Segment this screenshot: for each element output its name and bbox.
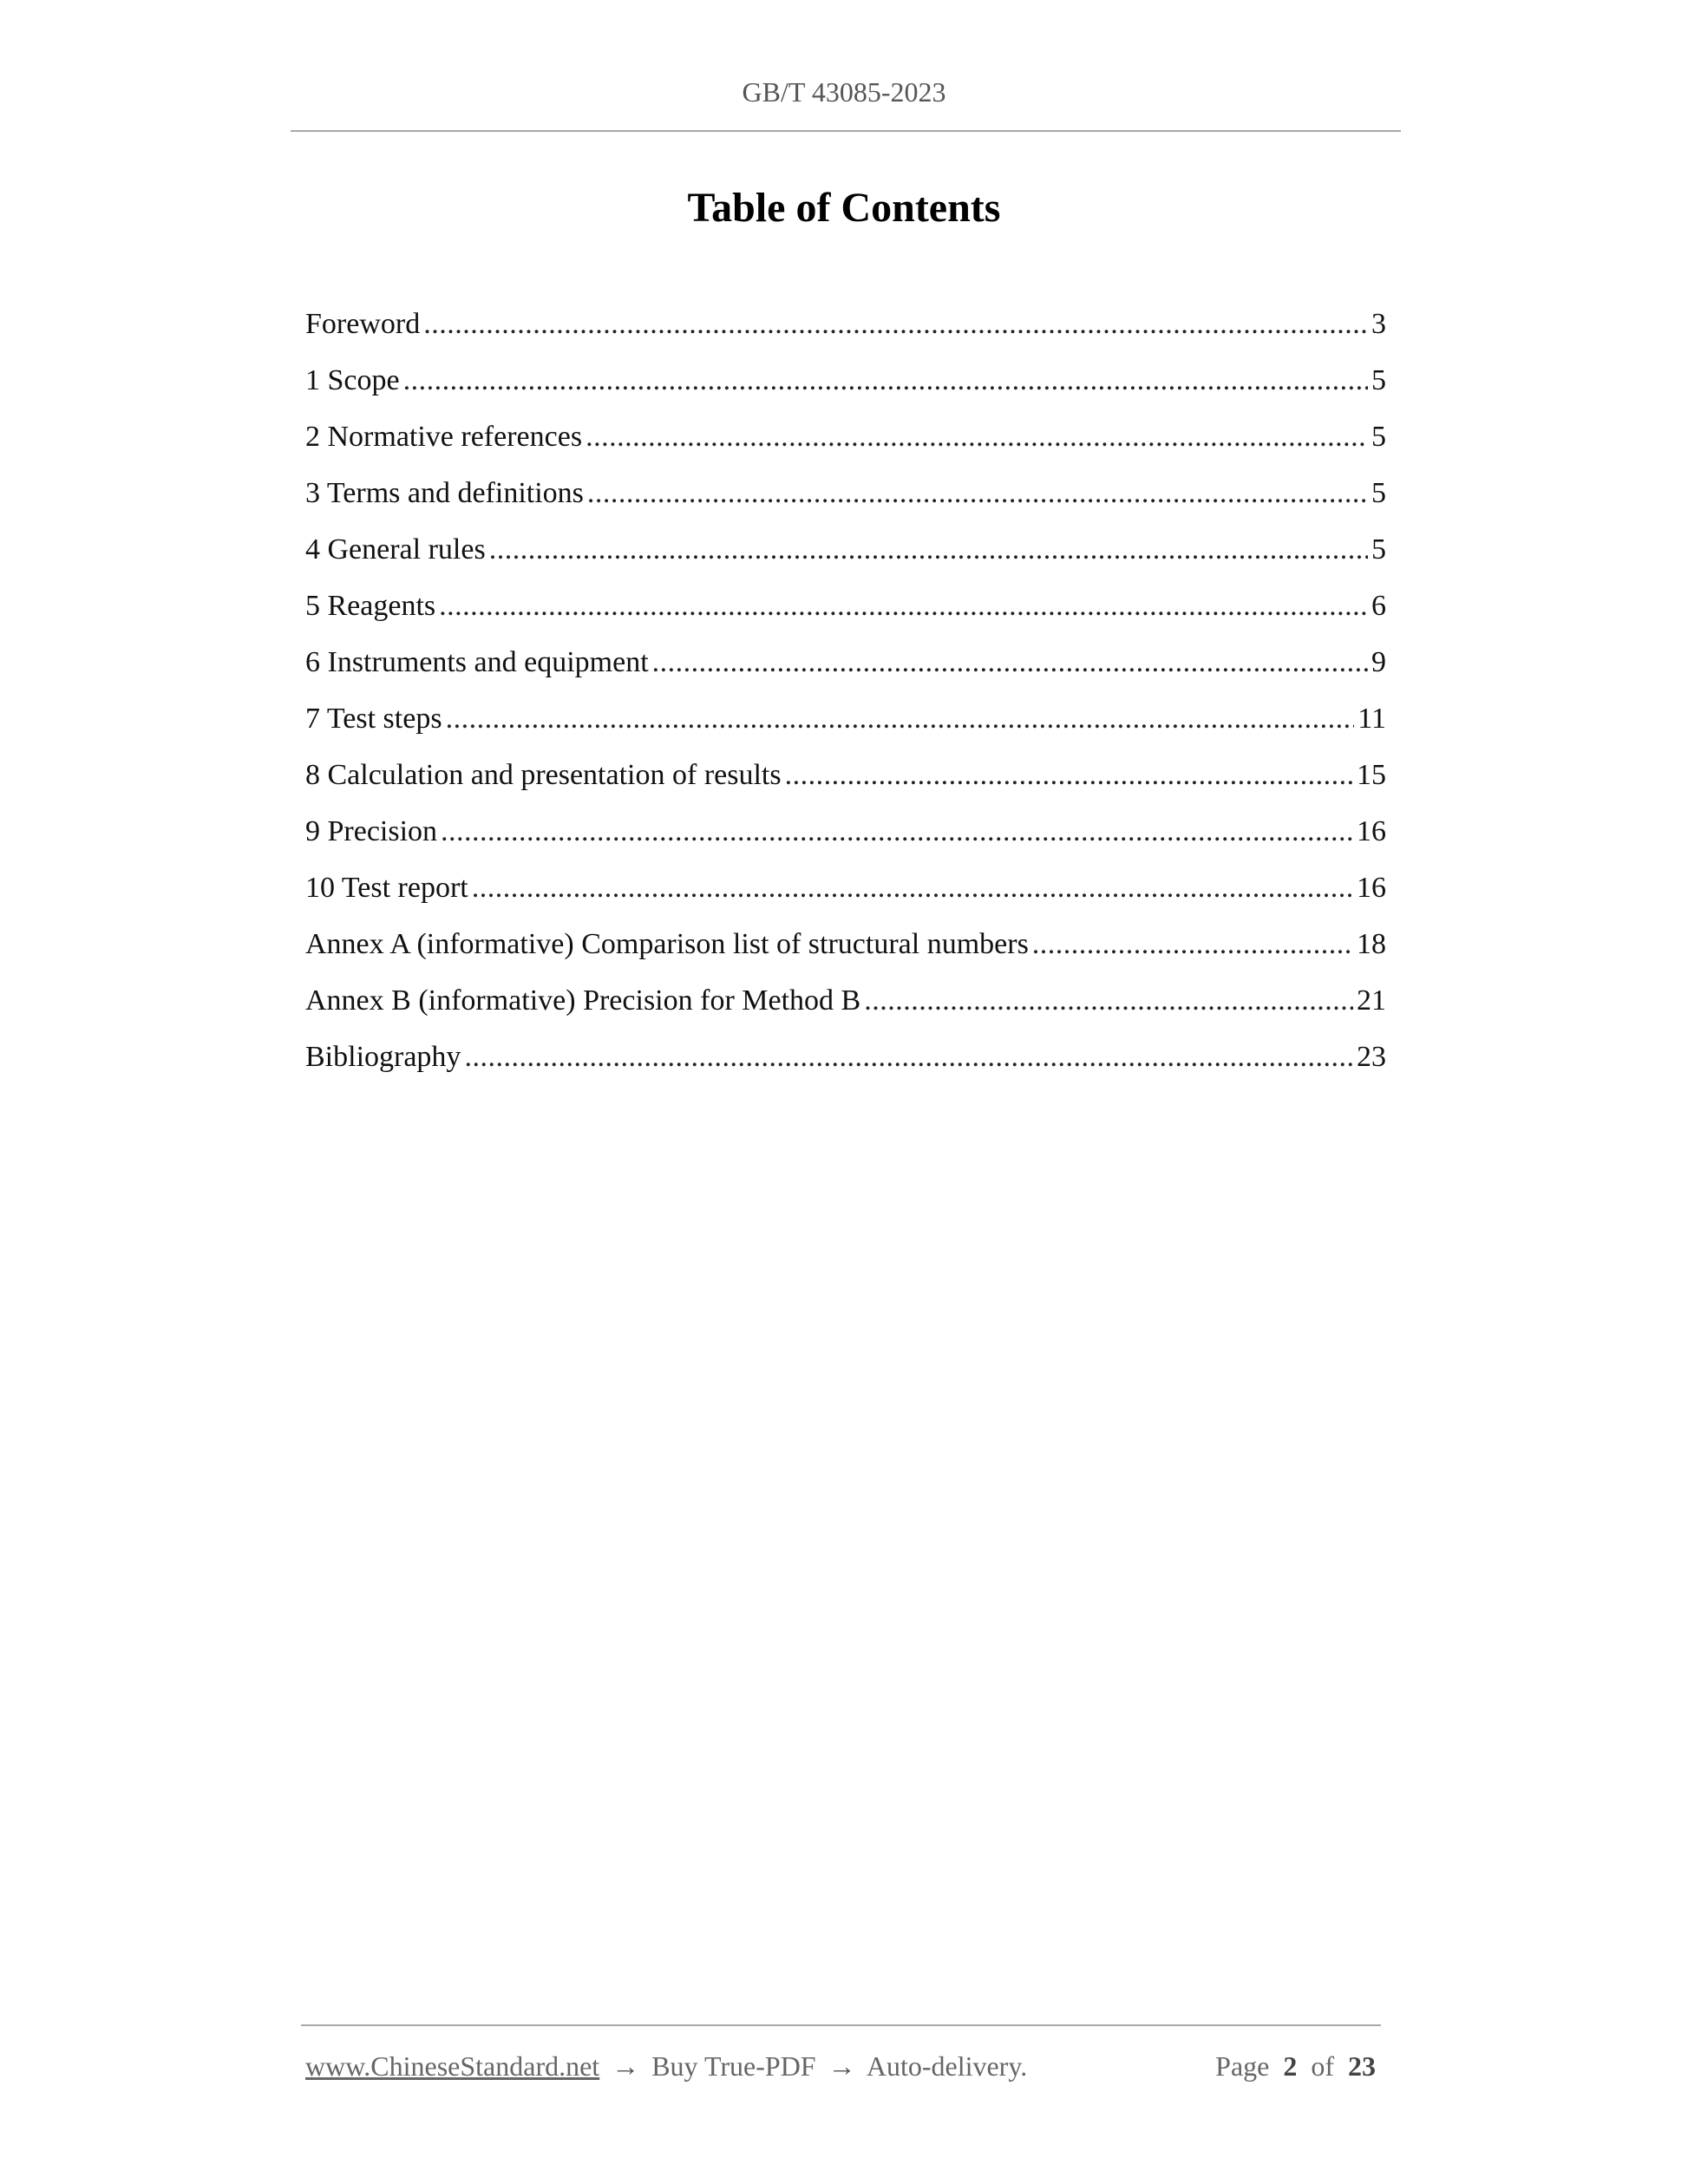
toc-dot-leader bbox=[472, 866, 1353, 911]
toc-entry-bibliography[interactable] bbox=[305, 1035, 1386, 1091]
footer-promo bbox=[305, 2049, 1027, 2083]
toc-entry-label: 10 Test report bbox=[305, 872, 468, 904]
toc-dot-leader bbox=[441, 809, 1353, 854]
toc-entry-page: 5 bbox=[1371, 533, 1386, 566]
toc-entry-page: 21 bbox=[1357, 984, 1386, 1017]
current-page-number: 2 bbox=[1283, 2050, 1298, 2082]
toc-entry-page: 11 bbox=[1358, 703, 1386, 735]
toc-dot-leader bbox=[652, 640, 1368, 685]
auto-delivery-text: Auto-delivery. bbox=[866, 2050, 1028, 2082]
toc-entry-label: 3 Terms and definitions bbox=[305, 477, 584, 509]
page-title: Table of Contents bbox=[687, 185, 1001, 231]
toc-dot-leader bbox=[1032, 922, 1353, 967]
toc-dot-leader bbox=[864, 978, 1353, 1023]
footer-divider bbox=[301, 2024, 1381, 2026]
toc-entry-label: 6 Instruments and equipment bbox=[305, 646, 649, 678]
toc-entry-label: Foreword bbox=[305, 308, 421, 340]
toc-dot-leader bbox=[403, 358, 1368, 403]
toc-entry-terms-and-definitions[interactable] bbox=[305, 471, 1386, 527]
toc-dot-leader bbox=[489, 527, 1368, 572]
toc-entry-label: 2 Normative references bbox=[305, 421, 583, 453]
toc-entry-page: 5 bbox=[1371, 364, 1386, 396]
toc-entry-precision[interactable] bbox=[305, 809, 1386, 866]
toc-entry-foreword[interactable] bbox=[305, 302, 1386, 358]
total-pages-number: 23 bbox=[1348, 2050, 1376, 2082]
toc-entry-page: 18 bbox=[1357, 928, 1386, 960]
toc-entry-label: 7 Test steps bbox=[305, 703, 442, 735]
toc-entry-scope[interactable] bbox=[305, 358, 1386, 415]
toc-entry-page: 5 bbox=[1371, 421, 1386, 453]
toc-entry-label: Annex B (informative) Precision for Method B bbox=[305, 984, 861, 1017]
toc-entry-page: 9 bbox=[1371, 646, 1386, 678]
toc-entry-label: 1 Scope bbox=[305, 364, 400, 396]
of-word: of bbox=[1311, 2050, 1334, 2082]
toc-entry-label: 5 Reagents bbox=[305, 590, 436, 622]
toc-entry-label: 8 Calculation and presentation of results bbox=[305, 759, 782, 791]
buy-pdf-text: Buy True-PDF bbox=[651, 2050, 816, 2082]
toc-dot-leader bbox=[587, 471, 1368, 516]
toc-entry-label: 4 General rules bbox=[305, 533, 486, 566]
document-header: GB/T 43085-2023 bbox=[742, 76, 946, 108]
toc-list bbox=[305, 302, 1386, 1091]
toc-entry-instruments-and-equipment[interactable] bbox=[305, 640, 1386, 696]
toc-entry-label: Annex A (informative) Comparison list of structural numbers bbox=[305, 928, 1029, 960]
website-link[interactable]: www.ChineseStandard.net bbox=[305, 2050, 600, 2082]
toc-entry-page: 5 bbox=[1371, 477, 1386, 509]
toc-dot-leader bbox=[439, 584, 1368, 629]
toc-entry-page: 3 bbox=[1371, 308, 1386, 340]
toc-entry-page: 16 bbox=[1357, 815, 1386, 847]
toc-entry-page: 6 bbox=[1371, 590, 1386, 622]
toc-entry-page: 15 bbox=[1357, 759, 1386, 791]
toc-entry-test-steps[interactable] bbox=[305, 696, 1386, 753]
toc-entry-annex-b[interactable] bbox=[305, 978, 1386, 1035]
toc-dot-leader bbox=[423, 302, 1368, 347]
toc-entry-calculation-and-presentation[interactable] bbox=[305, 753, 1386, 809]
page-indicator bbox=[1215, 2049, 1376, 2083]
toc-dot-leader bbox=[446, 696, 1355, 742]
toc-dot-leader bbox=[586, 415, 1368, 460]
toc-entry-reagents[interactable] bbox=[305, 584, 1386, 640]
toc-dot-leader bbox=[785, 753, 1353, 798]
arrow-right-icon: → bbox=[612, 2050, 640, 2082]
arrow-right-icon: → bbox=[828, 2050, 856, 2082]
toc-entry-general-rules[interactable] bbox=[305, 527, 1386, 584]
toc-entry-label: Bibliography bbox=[305, 1041, 461, 1073]
toc-entry-test-report[interactable] bbox=[305, 866, 1386, 922]
toc-entry-annex-a[interactable] bbox=[305, 922, 1386, 978]
toc-entry-page: 16 bbox=[1357, 872, 1386, 904]
header-divider bbox=[291, 130, 1401, 132]
toc-entry-label: 9 Precision bbox=[305, 815, 438, 847]
toc-dot-leader bbox=[464, 1035, 1353, 1080]
page-word: Page bbox=[1215, 2050, 1270, 2082]
toc-entry-page: 23 bbox=[1357, 1041, 1386, 1073]
toc-entry-normative-references[interactable] bbox=[305, 415, 1386, 471]
